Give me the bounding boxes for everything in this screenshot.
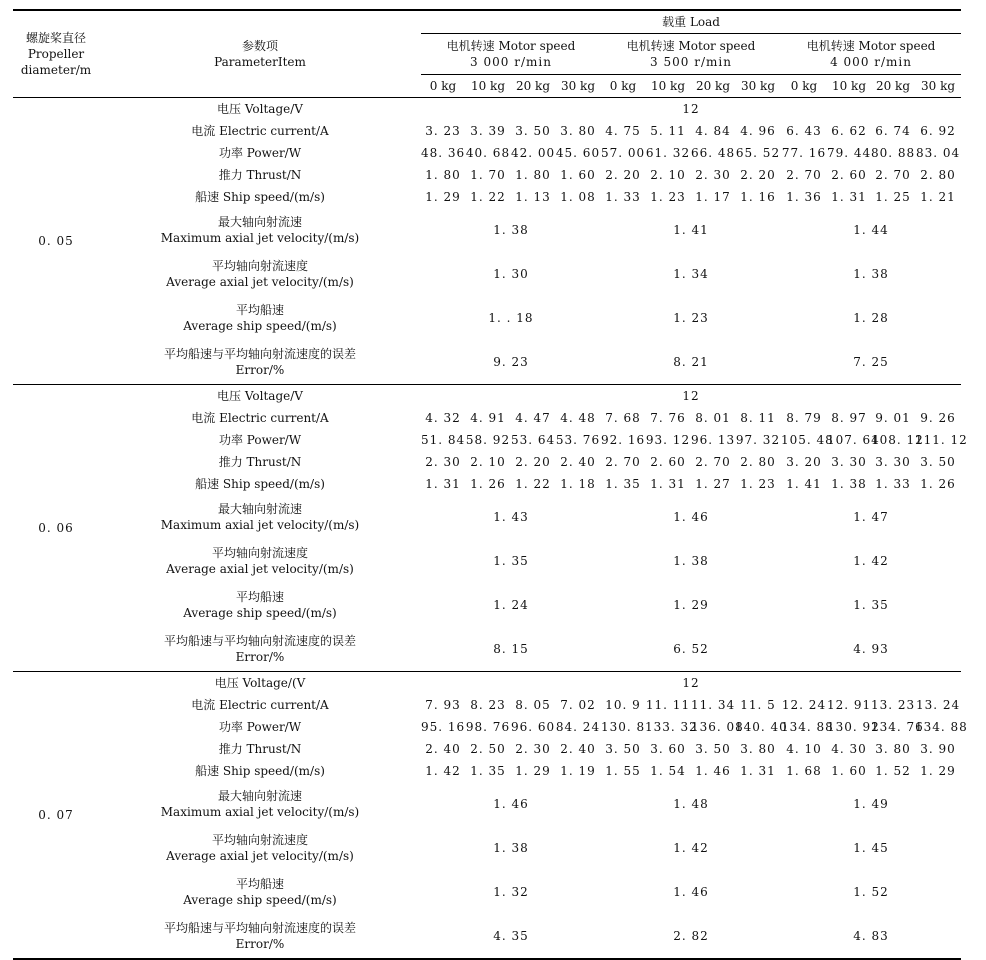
table-row — [13, 627, 961, 672]
table-row — [13, 208, 961, 252]
value-cell: 12. 91 — [827, 697, 872, 712]
value-cell: 8. 79 — [786, 410, 822, 425]
table-row — [13, 694, 961, 716]
diameter-header: 螺旋桨直径 Propeller diameter/m — [13, 10, 99, 98]
value-cell: 42. 00 — [511, 145, 556, 160]
parameter-label: 推力 Thrust/N — [218, 741, 302, 756]
parameter-header: 参数项 ParameterItem — [99, 10, 421, 98]
value-cell: 2. 30 — [425, 454, 461, 469]
summary-value-cell: 1. 38 — [673, 553, 709, 568]
data-table-container — [13, 9, 968, 960]
value-cell: 65. 52 — [735, 145, 781, 160]
value-cell: 51. 84 — [421, 432, 466, 447]
voltage-value: 12 — [682, 388, 700, 403]
table-row — [13, 429, 961, 451]
value-cell: 83. 04 — [915, 145, 961, 160]
parameter-label: 船速 Ship speed/(m/s) — [195, 763, 325, 778]
value-cell: 45. 60 — [555, 145, 601, 160]
value-cell: 1. 23 — [740, 476, 776, 491]
value-cell: 1. 16 — [740, 189, 776, 204]
summary-value-cell: 1. 46 — [673, 884, 709, 899]
table-row — [13, 98, 961, 121]
value-cell: 134. 76 — [871, 719, 924, 734]
value-cell: 95. 16 — [421, 719, 466, 734]
value-cell: 48. 36 — [421, 145, 466, 160]
value-cell: 6. 92 — [920, 123, 956, 138]
value-cell: 1. 22 — [470, 189, 506, 204]
value-cell: 3. 30 — [831, 454, 867, 469]
table-row — [13, 539, 961, 583]
value-cell: 6. 62 — [831, 123, 867, 138]
parameter-label: 平均船速与平均轴向射流速度的误差 Error/% — [99, 627, 421, 672]
parameter-label: 平均船速 Average ship speed/(m/s) — [183, 877, 337, 907]
parameter-label: 电流 Electric current/A — [191, 410, 329, 425]
value-cell: 80. 88 — [871, 145, 916, 160]
value-cell: 7. 76 — [650, 410, 686, 425]
table-row — [13, 473, 961, 495]
value-cell: 1. 80 — [515, 167, 551, 182]
value-cell: 2. 70 — [786, 167, 822, 182]
load-column-header: 30 kg — [555, 75, 601, 98]
value-cell: 133. 32 — [645, 719, 698, 734]
value-cell: 5. 11 — [650, 123, 686, 138]
summary-value-cell: 4. 93 — [781, 627, 961, 672]
value-cell: 134. 88 — [915, 719, 968, 734]
value-cell: 136. 08 — [691, 719, 744, 734]
summary-value-cell: 1. 47 — [853, 509, 889, 524]
parameter-label: 电压 Voltage/V — [217, 388, 303, 403]
value-cell: 4. 84 — [695, 123, 731, 138]
value-cell: 2. 10 — [470, 454, 506, 469]
value-cell: 3. 80 — [560, 123, 596, 138]
value-cell: 1. 29 — [425, 189, 461, 204]
value-cell: 1. 31 — [740, 763, 776, 778]
table-row — [13, 340, 961, 385]
value-cell: 1. 22 — [515, 476, 551, 491]
summary-value-cell: 1. 35 — [493, 553, 529, 568]
summary-value-cell: 1. 23 — [673, 310, 709, 325]
value-cell: 2. 60 — [831, 167, 867, 182]
summary-value-cell: 8. 15 — [421, 627, 601, 672]
value-cell: 1. 60 — [560, 167, 596, 182]
value-cell: 2. 20 — [740, 167, 776, 182]
value-cell: 1. 19 — [560, 763, 596, 778]
value-cell: 2. 70 — [875, 167, 911, 182]
value-cell: 107. 64 — [827, 432, 880, 447]
value-cell: 1. 70 — [470, 167, 506, 182]
value-cell: 2. 80 — [740, 454, 776, 469]
motor-speed-header: 电机转速 Motor speed 3 500 r/min — [601, 34, 781, 75]
load-header: 载重 Load — [421, 10, 961, 34]
value-cell: 61. 32 — [645, 145, 691, 160]
value-cell: 77. 16 — [781, 145, 827, 160]
value-cell: 58. 92 — [465, 432, 511, 447]
value-cell: 13. 24 — [915, 697, 961, 712]
table-row — [13, 782, 961, 826]
table-row — [13, 252, 961, 296]
value-cell: 66. 48 — [691, 145, 736, 160]
summary-value-cell: 2. 82 — [601, 914, 781, 959]
value-cell: 1. 21 — [920, 189, 956, 204]
value-cell: 4. 32 — [425, 410, 461, 425]
load-column-header: 10 kg — [465, 75, 511, 98]
value-cell: 1. 08 — [560, 189, 596, 204]
diameter-cell: 0. 05 — [13, 98, 99, 385]
value-cell: 3. 80 — [875, 741, 911, 756]
value-cell: 134. 88 — [781, 719, 834, 734]
table-row — [13, 672, 961, 695]
summary-value-cell: 1. 42 — [853, 553, 889, 568]
value-cell: 1. 35 — [605, 476, 641, 491]
value-cell: 1. 13 — [515, 189, 551, 204]
table-row — [13, 164, 961, 186]
table-row — [13, 120, 961, 142]
value-cell: 12. 24 — [781, 697, 827, 712]
summary-value-cell: 1. 44 — [853, 222, 889, 237]
parameter-label: 平均轴向射流速度 Average axial jet velocity/(m/s) — [166, 833, 354, 863]
value-cell: 3. 50 — [515, 123, 551, 138]
value-cell: 11. 34 — [691, 697, 736, 712]
value-cell: 93. 12 — [645, 432, 691, 447]
value-cell: 8. 11 — [740, 410, 776, 425]
parameter-label: 平均轴向射流速度 Average axial jet velocity/(m/s) — [166, 259, 354, 289]
summary-value-cell: 1. . 18 — [488, 310, 534, 325]
table-row — [13, 760, 961, 782]
parameter-label: 功率 Power/W — [218, 145, 302, 160]
summary-value-cell: 1. 49 — [853, 796, 889, 811]
value-cell: 3. 80 — [740, 741, 776, 756]
value-cell: 53. 64 — [511, 432, 556, 447]
voltage-value: 12 — [682, 101, 700, 116]
value-cell: 1. 31 — [425, 476, 461, 491]
value-cell: 1. 25 — [875, 189, 911, 204]
value-cell: 96. 13 — [691, 432, 736, 447]
value-cell: 8. 23 — [470, 697, 506, 712]
value-cell: 79. 44 — [827, 145, 872, 160]
value-cell: 2. 70 — [605, 454, 641, 469]
value-cell: 1. 17 — [695, 189, 731, 204]
table-body — [13, 98, 968, 960]
summary-value-cell: 1. 45 — [853, 840, 889, 855]
parameter-label: 船速 Ship speed/(m/s) — [195, 476, 325, 491]
parameter-label: 平均船速与平均轴向射流速度的误差 Error/% — [99, 914, 421, 959]
load-column-header: 10 kg — [645, 75, 691, 98]
value-cell: 1. 26 — [470, 476, 506, 491]
summary-value-cell: 1. 30 — [493, 266, 529, 281]
parameter-label: 平均船速 Average ship speed/(m/s) — [183, 590, 337, 620]
summary-value-cell: 1. 28 — [853, 310, 889, 325]
value-cell: 13. 23 — [871, 697, 916, 712]
value-cell: 2. 40 — [425, 741, 461, 756]
summary-value-cell: 1. 29 — [673, 597, 709, 612]
value-cell: 40. 68 — [465, 145, 511, 160]
value-cell: 1. 42 — [425, 763, 461, 778]
value-cell: 3. 50 — [695, 741, 731, 756]
load-column-header: 20 kg — [691, 75, 735, 98]
voltage-value: 12 — [682, 675, 700, 690]
value-cell: 3. 90 — [920, 741, 956, 756]
summary-value-cell: 1. 48 — [673, 796, 709, 811]
summary-value-cell: 1. 34 — [673, 266, 709, 281]
value-cell: 4. 48 — [560, 410, 596, 425]
value-cell: 2. 20 — [515, 454, 551, 469]
value-cell: 1. 68 — [786, 763, 822, 778]
table-row — [13, 826, 961, 870]
motor-speed-header: 电机转速 Motor speed 3 000 r/min — [421, 34, 601, 75]
value-cell: 7. 68 — [605, 410, 641, 425]
diameter-cell: 0. 06 — [13, 385, 99, 672]
value-cell: 1. 26 — [920, 476, 956, 491]
table-row — [13, 738, 961, 760]
table-row — [13, 142, 961, 164]
value-cell: 11. 11 — [645, 697, 691, 712]
value-cell: 108. 12 — [871, 432, 924, 447]
value-cell: 4. 91 — [470, 410, 506, 425]
parameter-label: 功率 Power/W — [218, 432, 302, 447]
value-cell: 11. 5 — [740, 697, 776, 712]
value-cell: 3. 30 — [875, 454, 911, 469]
value-cell: 3. 23 — [425, 123, 461, 138]
value-cell: 3. 20 — [786, 454, 822, 469]
value-cell: 1. 52 — [875, 763, 911, 778]
value-cell: 2. 30 — [695, 167, 731, 182]
value-cell: 8. 05 — [515, 697, 551, 712]
load-column-header: 20 kg — [871, 75, 915, 98]
value-cell: 8. 01 — [695, 410, 731, 425]
summary-value-cell: 6. 52 — [601, 627, 781, 672]
value-cell: 6. 43 — [786, 123, 822, 138]
load-column-header: 20 kg — [511, 75, 555, 98]
table-row — [13, 451, 961, 473]
summary-value-cell: 1. 52 — [853, 884, 889, 899]
value-cell: 96. 60 — [511, 719, 556, 734]
table-row — [13, 385, 961, 408]
value-cell: 84. 24 — [555, 719, 601, 734]
summary-value-cell: 8. 21 — [601, 340, 781, 385]
table-row — [13, 870, 961, 914]
parameter-label: 电流 Electric current/A — [191, 697, 329, 712]
parameter-label: 船速 Ship speed/(m/s) — [195, 189, 325, 204]
data-table — [13, 9, 968, 960]
value-cell: 1. 29 — [920, 763, 956, 778]
load-column-header: 0 kg — [601, 75, 645, 98]
value-cell: 3. 50 — [920, 454, 956, 469]
summary-value-cell: 1. 38 — [853, 266, 889, 281]
summary-value-cell: 1. 42 — [673, 840, 709, 855]
summary-value-cell: 1. 43 — [493, 509, 529, 524]
value-cell: 2. 10 — [650, 167, 686, 182]
table-row — [13, 407, 961, 429]
parameter-label: 功率 Power/W — [218, 719, 302, 734]
value-cell: 1. 33 — [875, 476, 911, 491]
value-cell: 2. 80 — [920, 167, 956, 182]
value-cell: 1. 46 — [695, 763, 731, 778]
value-cell: 4. 96 — [740, 123, 776, 138]
summary-value-cell: 9. 23 — [421, 340, 601, 385]
value-cell: 4. 75 — [605, 123, 641, 138]
value-cell: 4. 30 — [831, 741, 867, 756]
load-column-header: 10 kg — [827, 75, 871, 98]
value-cell: 2. 70 — [695, 454, 731, 469]
value-cell: 4. 47 — [515, 410, 551, 425]
value-cell: 97. 32 — [735, 432, 781, 447]
value-cell: 7. 02 — [560, 697, 596, 712]
value-cell: 130. 8 — [601, 719, 646, 734]
summary-value-cell: 1. 38 — [493, 840, 529, 855]
value-cell: 3. 60 — [650, 741, 686, 756]
parameter-label: 电压 Voltage/(V — [214, 675, 306, 690]
value-cell: 57. 00 — [601, 145, 646, 160]
summary-value-cell: 4. 35 — [421, 914, 601, 959]
value-cell: 1. 27 — [695, 476, 731, 491]
parameter-label: 平均船速与平均轴向射流速度的误差 Error/% — [99, 340, 421, 385]
summary-value-cell: 7. 25 — [781, 340, 961, 385]
table-header — [13, 10, 961, 98]
parameter-label: 平均轴向射流速度 Average axial jet velocity/(m/s) — [166, 546, 354, 576]
value-cell: 1. 29 — [515, 763, 551, 778]
table-row — [13, 914, 961, 959]
table-row — [13, 495, 961, 539]
parameter-label: 电压 Voltage/V — [217, 101, 303, 116]
summary-value-cell: 1. 24 — [493, 597, 529, 612]
value-cell: 2. 40 — [560, 454, 596, 469]
value-cell: 8. 97 — [831, 410, 867, 425]
parameter-label: 最大轴向射流速 Maximum axial jet velocity/(m/s) — [160, 789, 360, 819]
value-cell: 1. 31 — [650, 476, 686, 491]
parameter-label: 推力 Thrust/N — [218, 454, 302, 469]
value-cell: 4. 10 — [786, 741, 822, 756]
value-cell: 1. 55 — [605, 763, 641, 778]
value-cell: 10. 9 — [605, 697, 641, 712]
value-cell: 140. 40 — [735, 719, 788, 734]
value-cell: 92. 16 — [601, 432, 646, 447]
value-cell: 6. 74 — [875, 123, 911, 138]
value-cell: 1. 31 — [831, 189, 867, 204]
value-cell: 1. 36 — [786, 189, 822, 204]
motor-speed-header: 电机转速 Motor speed 4 000 r/min — [781, 34, 961, 75]
value-cell: 2. 60 — [650, 454, 686, 469]
table-row — [13, 716, 961, 738]
value-cell: 2. 20 — [605, 167, 641, 182]
value-cell: 1. 60 — [831, 763, 867, 778]
value-cell: 98. 76 — [465, 719, 511, 734]
value-cell: 3. 39 — [470, 123, 506, 138]
table-row — [13, 186, 961, 208]
load-column-header: 30 kg — [915, 75, 961, 98]
table-row — [13, 296, 961, 340]
summary-value-cell: 4. 83 — [781, 914, 961, 959]
value-cell: 3. 50 — [605, 741, 641, 756]
load-column-header: 0 kg — [781, 75, 827, 98]
value-cell: 53. 76 — [555, 432, 601, 447]
summary-value-cell: 1. 46 — [673, 509, 709, 524]
parameter-label: 推力 Thrust/N — [218, 167, 302, 182]
table-row — [13, 583, 961, 627]
value-cell: 105. 48 — [781, 432, 834, 447]
value-cell: 2. 30 — [515, 741, 551, 756]
parameter-label: 平均船速 Average ship speed/(m/s) — [183, 303, 337, 333]
summary-value-cell: 1. 46 — [493, 796, 529, 811]
summary-value-cell: 1. 32 — [493, 884, 529, 899]
value-cell: 1. 33 — [605, 189, 641, 204]
value-cell: 1. 80 — [425, 167, 461, 182]
parameter-label: 最大轴向射流速 Maximum axial jet velocity/(m/s) — [160, 215, 360, 245]
value-cell: 111. 12 — [915, 432, 968, 447]
value-cell: 1. 38 — [831, 476, 867, 491]
summary-value-cell: 1. 35 — [853, 597, 889, 612]
load-column-header: 0 kg — [421, 75, 465, 98]
parameter-label: 电流 Electric current/A — [191, 123, 329, 138]
value-cell: 2. 40 — [560, 741, 596, 756]
value-cell: 1. 35 — [470, 763, 506, 778]
value-cell: 1. 23 — [650, 189, 686, 204]
parameter-label: 最大轴向射流速 Maximum axial jet velocity/(m/s) — [160, 502, 360, 532]
summary-value-cell: 1. 41 — [673, 222, 709, 237]
value-cell: 1. 41 — [786, 476, 822, 491]
value-cell: 7. 93 — [425, 697, 461, 712]
diameter-cell: 0. 07 — [13, 672, 99, 960]
value-cell: 9. 26 — [920, 410, 956, 425]
value-cell: 9. 01 — [875, 410, 911, 425]
load-column-header: 30 kg — [735, 75, 781, 98]
value-cell: 1. 54 — [650, 763, 686, 778]
value-cell: 130. 92 — [827, 719, 880, 734]
value-cell: 1. 18 — [560, 476, 596, 491]
summary-value-cell: 1. 38 — [493, 222, 529, 237]
value-cell: 2. 50 — [470, 741, 506, 756]
